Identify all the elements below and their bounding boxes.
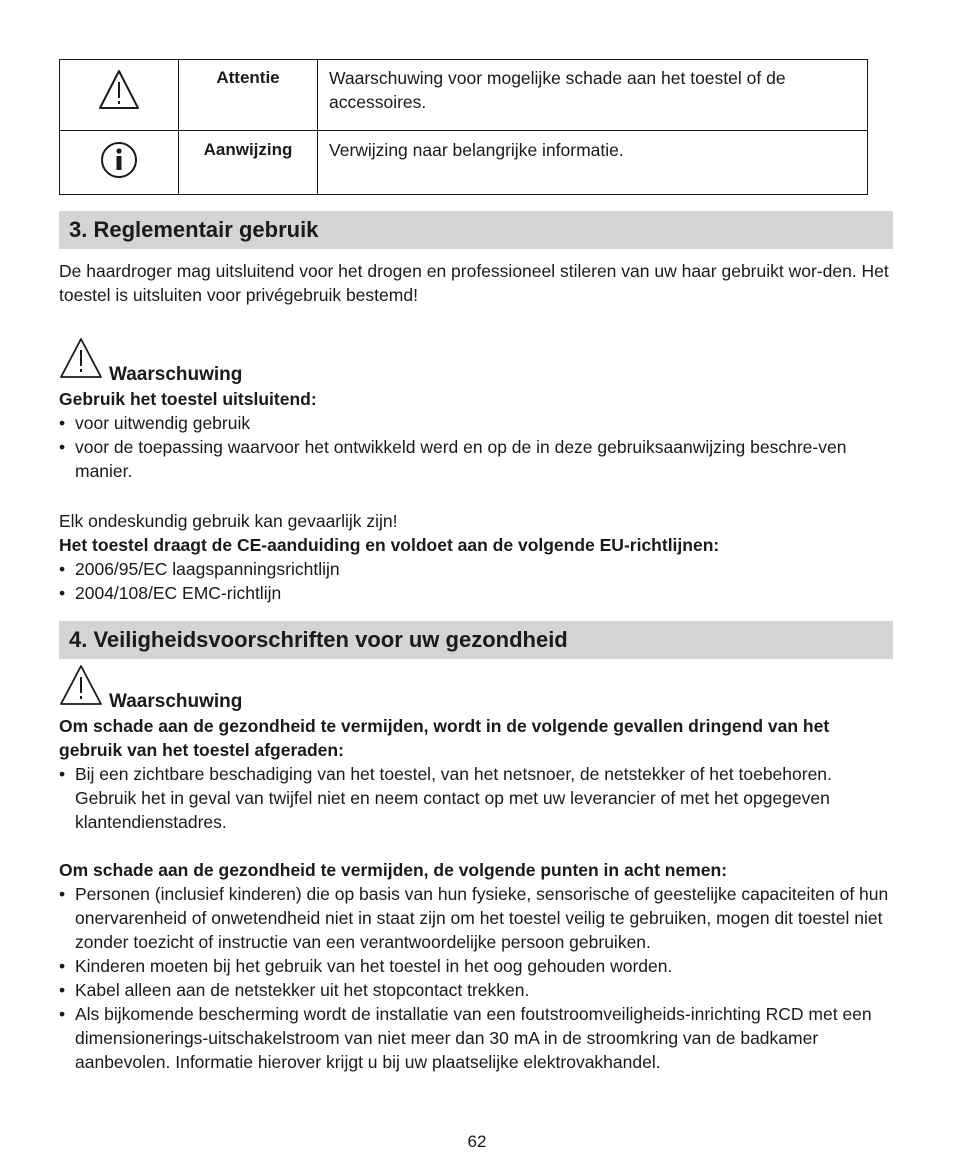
- warning-triangle-icon: [59, 337, 103, 379]
- warning-label: Waarschuwing: [109, 364, 243, 385]
- list-item: • Als bijkomende bescherming wordt de installatie van een foutstroomveiligheids-inrichting RCD met een dimensionerings-uitschakelstroom van niet meer dan 30 mA in de stroomkring van de badkamer aanbevolen. Informatie hierover krijgt u bij uw plaatselijke elektrovakhandel.: [59, 1004, 872, 1072]
- ce-lead: Het toestel draagt de CE-aanduiding en voldoet aan de volgende EU-richtlijnen:: [59, 535, 720, 555]
- list-item: • voor de toepassing waarvoor het ontwikkeld werd en op de in deze gebruiksaanwijzing beschre-ven manier.: [59, 437, 847, 481]
- list-item: • voor uitwendig gebruik: [59, 413, 251, 433]
- usage-lead: Gebruik het toestel uitsluitend:: [59, 389, 317, 409]
- section-4-heading: 4. Veiligheidsvoorschriften voor uw gezondheid: [59, 621, 893, 659]
- symbol-legend-table: [59, 59, 868, 195]
- section-4-body: [59, 664, 893, 1074]
- warning-label: Waarschuwing: [109, 691, 243, 712]
- misuse-note: Elk ondeskundig gebruik kan gevaarlijk zijn!: [59, 511, 398, 531]
- ce-directives-list: [59, 557, 893, 605]
- list-item: • Bij een zichtbare beschadiging van het toestel, van het netsnoer, de netstekker of het toebehoren. Gebruik het in geval van twijfel niet en neem contact op met uw leverancier of met het opgegeven klantendienstadres.: [59, 764, 832, 832]
- warning-triangle-icon: [59, 664, 103, 706]
- section-3-intro: De haardroger mag uitsluitend voor het drogen en professioneel stileren van uw haar gebruikt wor-den. Het toestel is uitsluiten voor privégebruik bestemd!: [59, 261, 889, 305]
- warning-header: [59, 337, 893, 387]
- health-lead-1: Om schade aan de gezondheid te vermijden, wordt in de volgende gevallen dringend van het gebruik van het toestel afgeraden:: [59, 716, 830, 760]
- health-lead-2: Om schade aan de gezondheid te vermijden, de volgende punten in acht nemen:: [59, 860, 728, 880]
- section-3-body: [59, 259, 893, 605]
- section-3-heading: 3. Reglementair gebruik: [59, 211, 893, 249]
- legend-term: Attentie: [179, 60, 318, 131]
- legend-description: Waarschuwing voor mogelijke schade aan het toestel of de accessoires.: [318, 60, 868, 131]
- list-item: • 2006/95/EC laagspanningsrichtlijn: [59, 559, 340, 579]
- page-number: 62: [467, 1132, 487, 1151]
- usage-list: [59, 411, 893, 483]
- list-item: • Kabel alleen aan de netstekker uit het stopcontact trekken.: [59, 980, 530, 1000]
- list-item: • 2004/108/EC EMC-richtlijn: [59, 583, 282, 603]
- legend-row-attentie: [60, 60, 868, 131]
- health-list-1: [59, 762, 893, 834]
- info-circle-icon: [100, 141, 138, 179]
- legend-row-aanwijzing: [60, 131, 868, 195]
- legend-term: Aanwijzing: [179, 131, 318, 195]
- health-list-2: [59, 882, 893, 1074]
- list-item: • Kinderen moeten bij het gebruik van het toestel in het oog gehouden worden.: [59, 956, 673, 976]
- legend-description: Verwijzing naar belangrijke informatie.: [318, 131, 868, 195]
- list-item: • Personen (inclusief kinderen) die op basis van hun fysieke, sensorische of geestelijke capaciteiten of hun onervarenheid of onwetendheid niet in staat zijn om het toestel veilig te gebruiken, mogen dit toestel niet zonder toezicht of instructie van een verantwoordelijke persoon gebruiken.: [59, 884, 889, 952]
- warning-header: [59, 664, 893, 714]
- warning-triangle-icon: [97, 68, 141, 112]
